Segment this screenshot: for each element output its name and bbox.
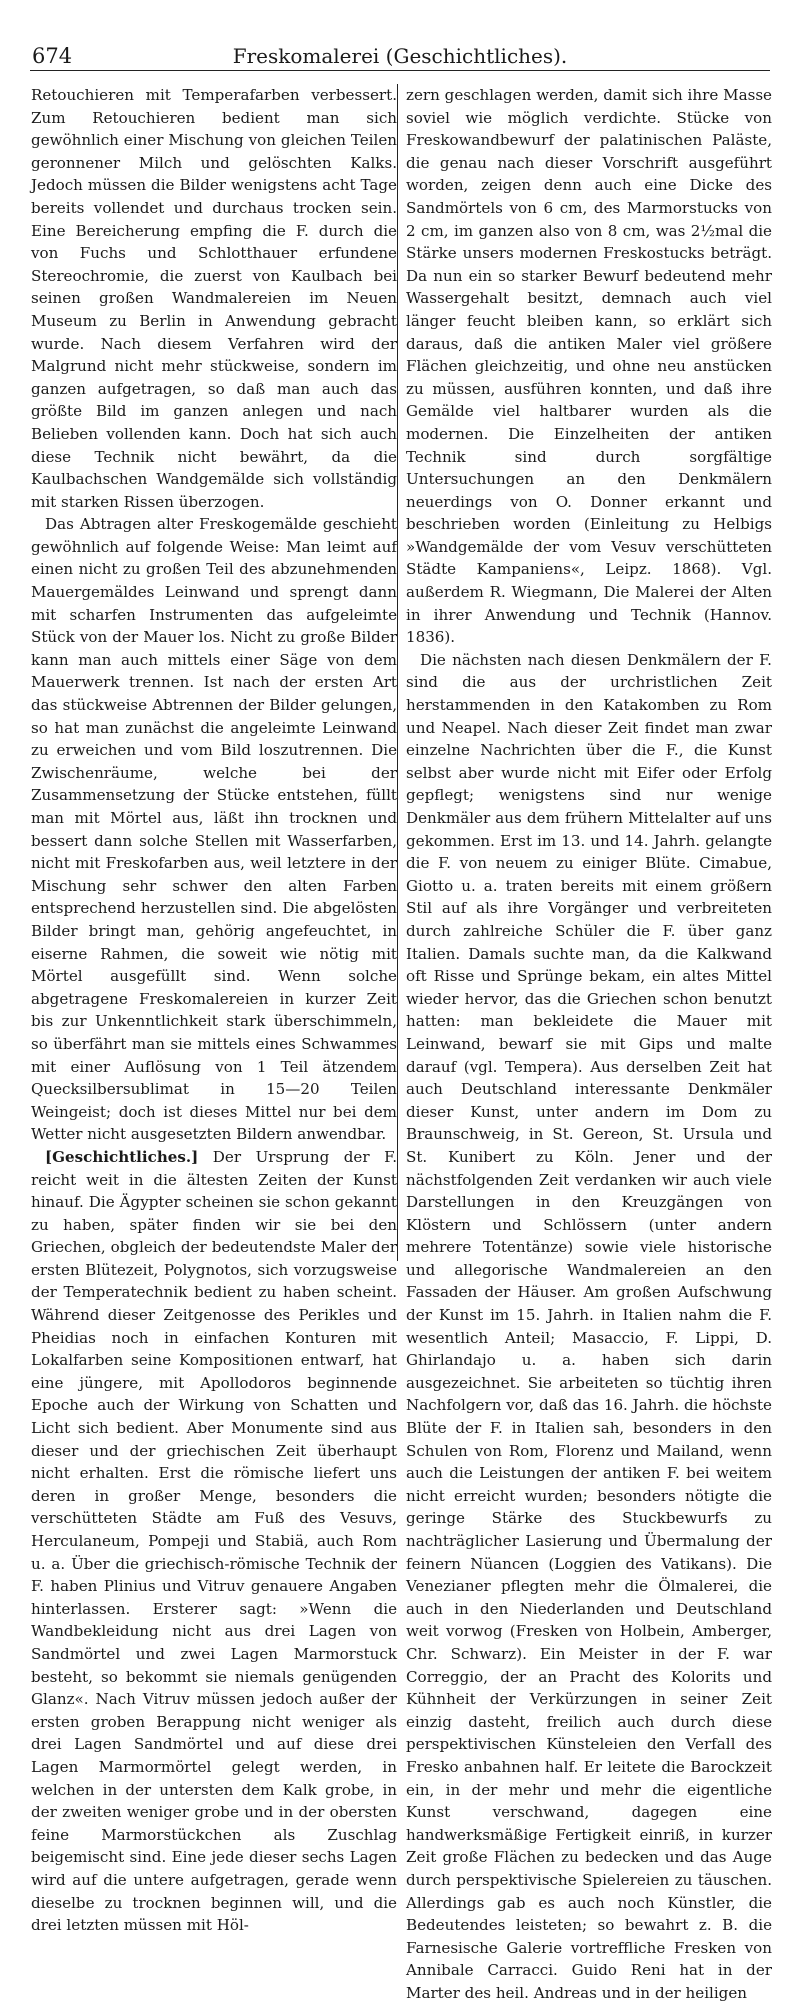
page-number: 674	[32, 44, 73, 68]
running-title: Freskomalerei (Geschichtliches).	[232, 44, 568, 68]
paragraph-history-text: Der Ursprung der F. reicht weit in die ältesten Zeiten der Kunst hinauf. Die Ägypter scheinen sie schon gekannt zu haben, später finden wir sie bei den Griechen, obgleich der bedeutendste Maler der ersten Blütezeit, Polygnotos, sich vorzugsweise der Temperatechnik bedient zu haben scheint. Während dieser Zeitgenosse des Perikles und Pheidias noch in einfachen Konturen mit Lokalfarben seine Kompositionen entwarf, hat eine jüngere, mit Apollodoros beginnende Epoche auch der Wirkung von Schatten und Licht sich bedient. Aber Monumente sind aus dieser und der griechischen Zeit überhaupt nicht erhalten. Erst die römische liefert uns deren in großer Menge, besonders die verschütteten Städte am Fuß des Vesuvs, Herculaneum, Pompeji und Stabiä, auch Rom u. a. Über die griechisch-römische Technik der F. haben Plinius und Vitruv genauere Angaben hinterlassen. Ersterer sagt: »Wenn die Wandbekleidung nicht aus drei Lagen von Sandmörtel und zwei Lagen Marmorstuck besteht, so bekommt sie niemals genügenden Glanz«. Nach Vitruv müssen jedoch außer der ersten groben Berappung nicht weniger als drei Lagen Sandmörtel und auf diese drei Lagen Marmormörtel gelegt werden, in welchen in der untersten dem Kalk grobe, in der zweiten weniger grobe und in der obersten feine Marmorstückchen als Zuschlag beigemischt sind. Eine jede dieser sechs Lagen wird auf die untere aufgetragen, gerade wenn dieselbe zu trocknen beginnen will, und die drei letzten müssen mit Höl-	[31, 1147, 397, 1935]
page-header	[30, 34, 770, 71]
right-column	[406, 84, 772, 2002]
paragraph-antique-technique: zern geschlagen werden, damit sich ihre Masse soviel wie möglich verdichte. Stücke von Freskowandbewurf der palatinischen Paläste, die genau nach dieser Vorschrift ausgeführt worden, zeigen denn auch eine Dicke des Sandmörtels von 6 cm, des Marmorstucks von 2 cm, im ganzen also von 8 cm, was 2½mal die Stärke unsers modernen Freskostucks beträgt. Da nun ein so starker Bewurf bedeutend mehr Wassergehalt besitzt, demnach auch viel länger feucht bleiben kann, so erklärt sich daraus, daß die antiken Maler viel größere Flächen gleichzeitig, und ohne neu anstücken zu müssen, ausführen konnten, und daß ihre Gemälde viel haltbarer wurden als die modernen. Die Einzelheiten der antiken Technik sind durch sorgfältige Untersuchungen an den Denkmälern neuerdings von O. Donner erkannt und beschrieben worden (Einleitung zu Helbigs »Wandgemälde der vom Vesuv verschütteten Städte Kampaniens«, Leipz. 1868). Vgl. außerdem R. Wiegmann, Die Malerei der Alten in ihrer Anwendung und Technik (Hannov. 1836).	[406, 86, 772, 647]
paragraph-retouching: Retouchieren mit Temperafarben verbessert. Zum Retouchieren bedient man sich gewöhnlich einer Mischung von gleichen Teilen geronnener Milch und gelöschten Kalks. Jedoch müssen die Bilder wenigstens acht Tage bereits vollendet und durchaus trocken sein. Eine Bereicherung empfing die F. durch die von Fuchs und Schlotthauer erfundene Stereochromie, die zuerst von Kaulbach bei seinen großen Wandmalereien im Neuen Museum zu Berlin in Anwendung gebracht wurde. Nach diesem Verfahren wird der Malgrund nicht mehr stückweise, sondern im ganzen aufgetragen, so daß man auch das größte Bild im ganzen anlegen und nach Belieben vollenden kann. Doch hat sich auch diese Technik nicht bewährt, da die Kaulbachschen Wandgemälde sich vollständig mit starken Rissen überzogen.	[31, 86, 397, 511]
paragraph-removal-of-frescoes: Das Abtragen alter Freskogemälde geschieht gewöhnlich auf folgende Weise: Man leimt auf einen nicht zu großen Teil des abzunehmenden Mauergemäldes Leinwand und sprengt dann mit scharfen Instrumenten das aufgeleimte Stück von der Mauer los. Nicht zu große Bilder kann man auch mittels einer Säge von dem Mauerwerk trennen. Ist nach der ersten Art das stückweise Abtrennen der Bilder gelungen, so hat man zunächst die angeleimte Leinwand zu erweichen und vom Bild loszutrennen. Die Zwischenräume, welche bei der Zusammensetzung der Stücke entstehen, füllt man mit Mörtel aus, läßt ihn trocknen und bessert dann solche Stellen mit Wasserfarben, nicht mit Freskofarben aus, weil letztere in der Mischung sehr schwer den alten Farben entsprechend herzustellen sind. Die abgelösten Bilder bringt man, gehörig angefeuchtet, in eiserne Rahmen, die soweit wie nötig mit Mörtel ausgefüllt sind. Wenn solche abgetragene Freskomalereien in kurzer Zeit bis zur Unkenntlichkeit stark überschimmeln, so überfährt man sie mittels eines Schwammes mit einer Auflösung von 1 Teil ätzendem Quecksilbersublimat in 15—20 Teilen Weingeist; doch ist dieses Mittel nur bei dem Wetter nicht ausgesetzten Bildern anwendbar.	[31, 515, 397, 1144]
column-divider	[397, 84, 398, 1261]
section-tag-history: [Geschichtliches.]	[45, 1147, 199, 1166]
paragraph-history	[31, 1146, 397, 1937]
paragraph-later-history: Die nächsten nach diesen Denkmälern der F. sind die aus der urchristlichen Zeit herstammenden in den Katakomben zu Rom und Neapel. Nach dieser Zeit findet man zwar einzelne Nachrichten über die F., die Kunst selbst aber wurde nicht mit Eifer oder Erfolg gepflegt; wenigstens sind nur wenige Denkmäler aus dem frühern Mittelalter auf uns gekommen. Erst im 13. und 14. Jahrh. gelangte die F. von neuem zu einiger Blüte. Cimabue, Giotto u. a. traten bereits mit einem größern Stil auf als ihre Vorgänger und verbreiteten durch zahlreiche Schüler die F. über ganz Italien. Damals suchte man, da die Kalkwand oft Risse und Sprünge bekam, ein altes Mittel wieder hervor, das die Griechen schon benutzt hatten: man bekleidete die Mauer mit Leinwand, bewarf sie mit Gips und malte darauf (vgl. Tempera). Aus derselben Zeit hat auch Deutschland interessante Denkmäler dieser Kunst, unter andern im Dom zu Braunschweig, in St. Gereon, St. Ursula und St. Kunibert zu Köln. Jener und der nächstfolgenden Zeit verdanken wir auch viele Darstellungen in den Kreuzgängen von Klöstern und Schlössern (unter andern mehrere Totentänze) sowie viele historische und allegorische Wandmalereien an den Fassaden der Häuser. Am großen Aufschwung der Kunst im 15. Jahrh. in Italien nahm die F. wesentlich Anteil; Masaccio, F. Lippi, D. Ghirlandajo u. a. haben sich darin ausgezeichnet. Sie arbeiteten so tüchtig ihren Nachfolgern vor, daß das 16. Jahrh. die höchste Blüte der F. in Italien sah, besonders in den Schulen von Rom, Florenz und Mailand, wenn auch die Leistungen der antiken F. bei weitem nicht erreicht wurden; besonders nötigte die geringe Stärke des Stuckbewurfs zu nachträglicher Lasierung und Übermalung der feinern Nüancen (Loggien des Vatikans). Die Venezianer pflegten mehr die Ölmalerei, die auch in den Niederlanden und Deutschland weit vorwog (Fresken von Holbein, Amberger, Chr. Schwarz). Ein Meister in der F. war Correggio, der an Pracht des Kolorits und Kühnheit der Verkürzungen in seiner Zeit einzig dasteht, freilich auch durch diese perspektivischen Künsteleien den Verfall des Fresko anbahnen half. Er leitete die Barockzeit ein, in der mehr und mehr die eigentliche Kunst verschwand, dagegen eine handwerksmäßige Fertigkeit einriß, in kurzer Zeit große Flächen zu bedecken und das Auge durch perspektivische Spielereien zu täuschen. Allerdings gab es auch noch Künstler, die Bedeutendes leisteten; so bewahrt z. B. die Farnesische Galerie vortreffliche Fresken von Annibale Carracci. Guido Reni hat in der Marter des heil. Andreas und in der heiligen	[406, 650, 772, 2002]
left-column	[31, 84, 397, 1935]
